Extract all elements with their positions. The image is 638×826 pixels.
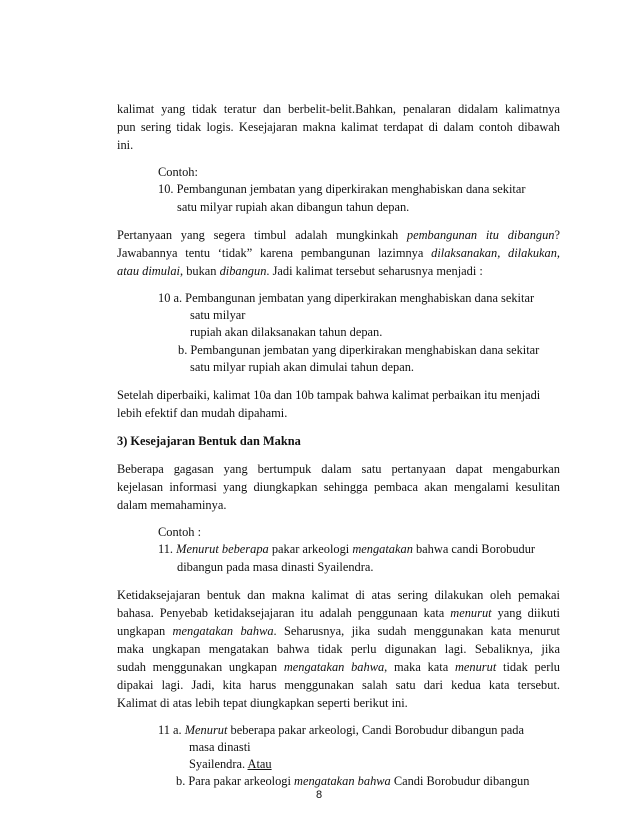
example-10-line-1: 10. Pembangunan jembatan yang diperkirakan menghabiskan dana sekitar — [158, 182, 526, 196]
paragraph-line: dipakai lagi. Jadi, kita harus menggunakan salah satu dari kedua kata tersebut. — [117, 678, 560, 692]
example-label: Contoh: — [158, 165, 198, 179]
paragraph-line: ini. — [117, 138, 134, 152]
example-10a-line-2: satu milyar — [190, 308, 246, 322]
page-number: 8 — [315, 789, 323, 801]
example-11b-line-1: b. Para pakar arkeologi mengatakan bahwa Candi Borobudur dibangun — [176, 774, 530, 788]
paragraph-line: Kalimat di atas lebih tepat diungkapkan seperti berikut ini. — [117, 696, 408, 710]
paragraph-line: Setelah diperbaiki, kalimat 10a dan 10b tampak bahwa kalimat perbaikan itu menjadi — [117, 388, 541, 402]
paragraph-line: maka ungkapan mengatakan bahwa tidak perlu digunakan lagi. Sebaliknya, jika — [117, 642, 560, 656]
paragraph-line: lebih efektif dan mudah dipahami. — [117, 406, 288, 420]
section-heading: 3) Kesejajaran Bentuk dan Makna — [117, 434, 301, 448]
paragraph-line: sudah menggunakan ungkapan mengatakan bahwa, maka kata menurut tidak perlu — [117, 660, 560, 674]
example-11a-line-2: masa dinasti — [189, 740, 251, 754]
paragraph-line: pun sering tidak logis. Kesejajaran makna kalimat terdapat di dalam contoh dibawah — [117, 120, 560, 134]
paragraph-line: dalam memahaminya. — [117, 498, 227, 512]
example-10a-line-1: 10 a. Pembangunan jembatan yang diperkirakan menghabiskan dana sekitar — [158, 291, 535, 305]
example-10-line-2: satu milyar rupiah akan dibangun tahun depan. — [177, 200, 410, 214]
example-label: Contoh : — [158, 525, 202, 539]
paragraph-line: kalimat yang tidak teratur dan berbelit-belit.Bahkan, penalaran didalam kalimatnya — [117, 102, 560, 116]
paragraph-line: ungkapan mengatakan bahwa. Seharusnya, jika sudah menggunakan kata menurut — [117, 624, 560, 638]
example-11a-line-3: Syailendra. Atau — [189, 757, 272, 771]
example-10a-line-3: rupiah akan dilaksanakan tahun depan. — [190, 325, 383, 339]
example-10b-line-1: b. Pembangunan jembatan yang diperkirakan menghabiskan dana sekitar — [178, 343, 540, 357]
example-10b-line-2: satu milyar rupiah akan dimulai tahun depan. — [190, 360, 414, 374]
example-11-line-2: dibangun pada masa dinasti Syailendra. — [177, 560, 374, 574]
paragraph-line: bahasa. Penyebab ketidaksejajaran itu adalah penggunaan kata menurut yang diikuti — [117, 606, 561, 620]
paragraph-line: Ketidaksejajaran bentuk dan makna kalimat di atas sering dilakukan oleh pemakai — [117, 588, 560, 602]
paragraph-line: Beberapa gagasan yang bertumpuk dalam satu pertanyaan dapat mengaburkan — [117, 462, 560, 476]
example-11a-line-1: 11 a. Menurut beberapa pakar arkeologi, Candi Borobudur dibangun pada — [158, 723, 524, 737]
paragraph-line: kejelasan informasi yang diungkapkan sehingga pembaca akan mengalami kesulitan — [117, 480, 560, 494]
paragraph-line: atau dimulai, bukan dibangun. Jadi kalimat tersebut seharusnya menjadi : — [117, 264, 483, 278]
example-11-line-1: 11. Menurut beberapa pakar arkeologi mengatakan bahwa candi Borobudur — [158, 542, 536, 556]
paragraph-line: Pertanyaan yang segera timbul adalah mungkinkah pembangunan itu dibangun? — [117, 228, 560, 242]
paragraph-line: Jawabannya tentu ‘tidak” karena pembangunan lazimnya dilaksanakan, dilakukan, — [117, 246, 560, 260]
